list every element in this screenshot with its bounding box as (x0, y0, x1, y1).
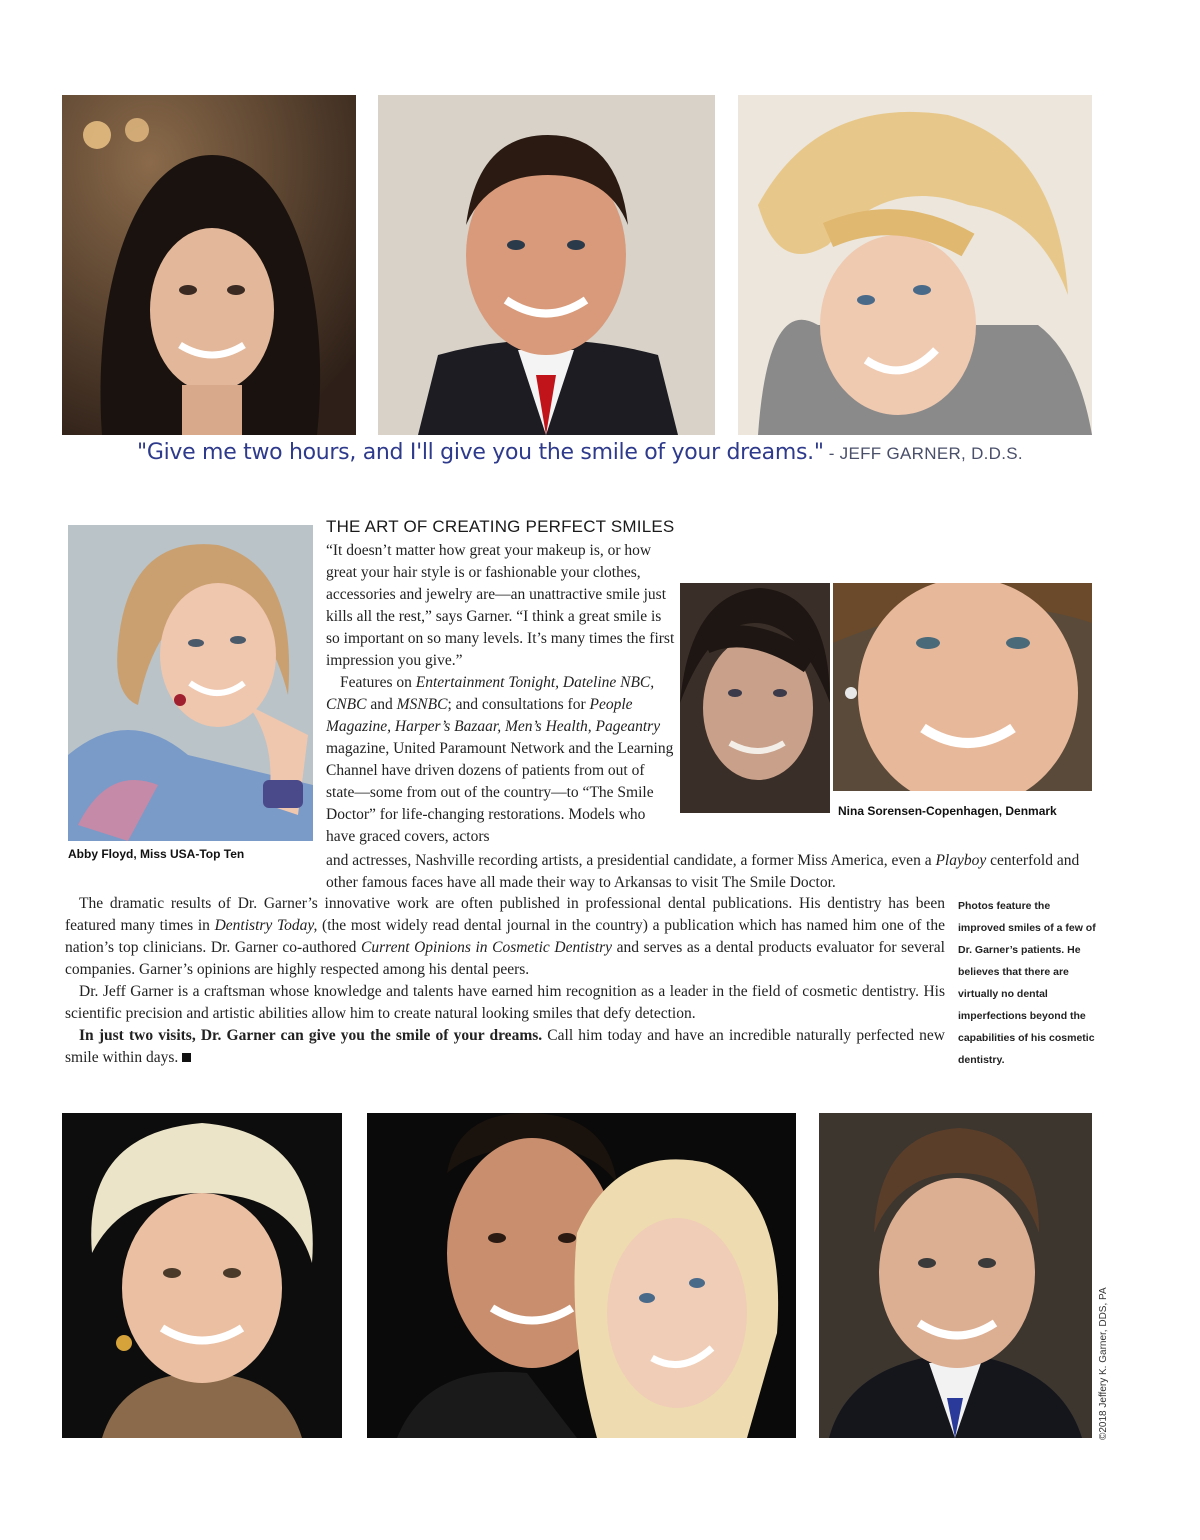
article-column-wide (326, 850, 1096, 894)
paragraph-5 (65, 1025, 945, 1069)
quote-attribution: - JEFF GARNER, D.D.S. (823, 444, 1023, 463)
p2-wide-end: centerfold and other famous faces have all made their way to Arkansas to visit The Smile Doctor. (326, 852, 1080, 891)
quote-text: "Give me two hours, and I'll give you the smile of your dreams." (137, 440, 824, 465)
caption-nina: Nina Sorensen-Copenhagen, Denmark (838, 804, 1057, 818)
sidebar-note: Photos feature the improved smiles of a few of Dr. Garner’s patients. He believes that there are virtually no dental imperfections beyond the capabilities of his cosmetic dentistry. (958, 900, 1096, 1066)
paragraph-1: “It doesn’t matter how great your makeup is, or how great your hair style is or fashionable your clothes, accessories and jewelry are—an unattractive smile just kills all the rest,” says Garner. “I think a great smile is so important on so many levels. It’s many times the first impression you give.” (326, 542, 675, 669)
copyright-notice: ©2018 Jeffery K. Garner, DDS, PA (1098, 1287, 1109, 1440)
p2-media3: People Magazine, Harper’s Bazaar, Men’s Health, Pageantry (326, 696, 661, 735)
p2-mid: ; and consultations for (447, 696, 590, 713)
paragraph-4: Dr. Jeff Garner is a craftsman whose knowledge and talents have earned him recognition as a leader in the field of cosmetic dentistry. His scientific precision and artistic abilities allow him to create natural looking smiles that defy detection. (65, 983, 945, 1022)
photo-man-red-tie (378, 95, 715, 435)
p3-journal: Dentistry Today, (214, 917, 318, 934)
p3-mid: (the most widely read dental journal in the country) a publication which has named him one of the nation’s top clinicians. Dr. Garner co-authored (65, 917, 945, 956)
p2-media1: Entertainment Tonight, Dateline NBC, CNBC (326, 674, 655, 713)
photo-nina-after (833, 583, 1092, 791)
article-column-top (326, 540, 676, 848)
p3-start: The dramatic results of Dr. Garner’s innovative work are often published in professional dental publications. His dentistry has been featured many times in (65, 895, 945, 934)
p2-wide-start: and actresses, Nashville recording artists, a presidential candidate, a former Miss America, even a (326, 852, 936, 869)
pull-quote (0, 440, 1160, 465)
p3-end: and serves as a dental products evaluator for several companies. Garner’s opinions are highly respected among his dental peers. (65, 939, 945, 978)
paragraph-2-continued (326, 850, 1096, 894)
p2-media2: MSNBC (396, 696, 448, 713)
photo-nina-before (680, 583, 830, 813)
article-column-full (65, 893, 945, 1069)
p5-rest: Call him today and have an incredible naturally perfected new smile within days. (65, 1027, 945, 1066)
p5-bold: In just two visits, Dr. Garner can give you the smile of your dreams. (79, 1027, 543, 1044)
caption-abby: Abby Floyd, Miss USA-Top Ten (68, 847, 245, 861)
paragraph-3 (65, 893, 945, 981)
p2-and: and (366, 696, 397, 713)
photo-blonde-woman (738, 95, 1092, 435)
p3-book: Current Opinions in Cosmetic Dentistry (361, 939, 613, 956)
photo-older-woman (62, 1113, 342, 1438)
end-mark-icon (182, 1053, 191, 1062)
p2-rest: magazine, United Paramount Network and the Learning Channel have driven dozens of patients from out of state—some from out of the country—to “The Smile Doctor” for life-changing restorations. Models who have graced covers, actors (326, 740, 674, 845)
p2-playboy: Playboy (935, 852, 987, 869)
paragraph-2 (326, 672, 676, 848)
photo-brunette-woman (62, 95, 356, 435)
p2-start: Features on (340, 674, 416, 691)
photo-abby-floyd (68, 525, 313, 841)
photo-older-man (819, 1113, 1092, 1438)
article-heading: THE ART OF CREATING PERFECT SMILES (326, 517, 675, 536)
photo-couple (367, 1113, 796, 1438)
